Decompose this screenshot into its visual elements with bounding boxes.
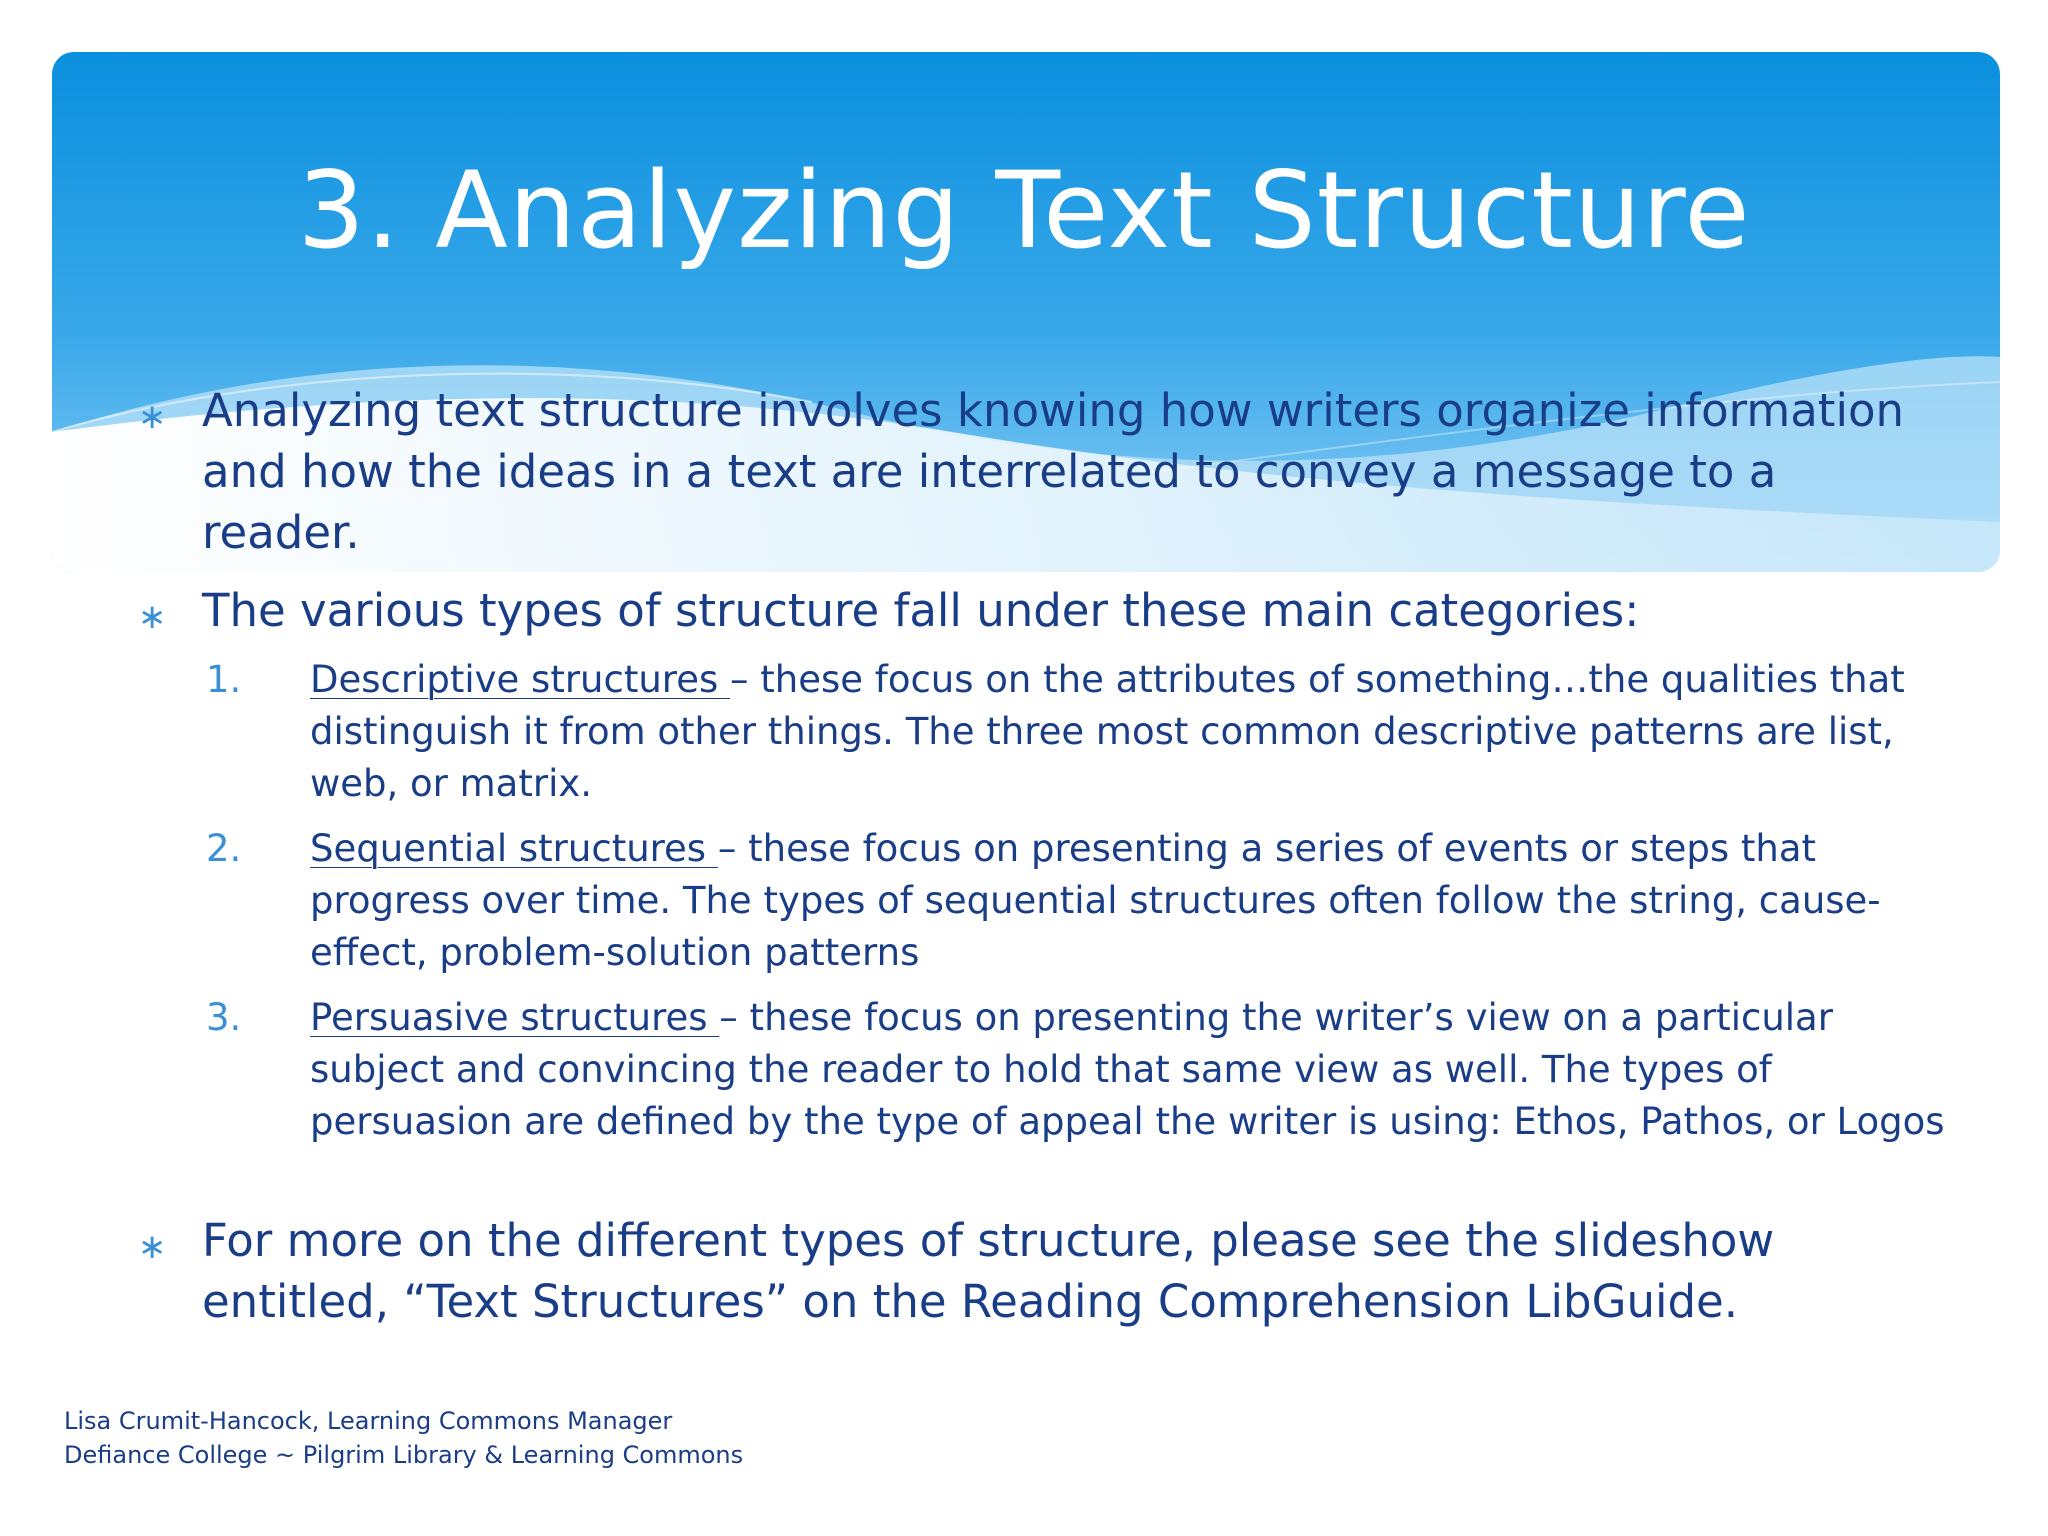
list-number: 1. — [206, 658, 242, 701]
list-item-text — [310, 654, 1950, 810]
list-item-description: – these focus on presenting a series of events or steps that progress over time. The types of sequential structures often follow the string, cause-effect, problem-solution patterns — [310, 827, 1881, 974]
list-item-text — [310, 992, 1950, 1148]
list-number: 2. — [206, 827, 242, 870]
asterisk-bullet-icon: ∗ — [138, 397, 167, 437]
list-item-description: – these focus on presenting the writer’s view on a particular subject and convincing the reader to hold that same view as well. The types of persuasion are defined by the type of appeal the writer is using: Ethos, Pathos, or Logos — [310, 996, 1945, 1143]
list-item-term: Descriptive structures — [310, 658, 731, 701]
footer — [64, 1404, 743, 1472]
bullet-text: Analyzing text structure involves knowing how writers organize information and how the ideas in a text are interrelated to convey a message to a reader. — [202, 384, 1905, 559]
bullet-text: For more on the different types of structure, please see the slideshow entitled, “Text Structures” on the Reading Comprehension LibGuide. — [202, 1214, 1775, 1328]
footer-institution: Defiance College ~ Pilgrim Library & Learning Commons — [64, 1441, 744, 1469]
asterisk-bullet-icon: ∗ — [138, 1227, 167, 1267]
list-item-text — [310, 823, 1950, 979]
footer-author: Lisa Crumit-Hancock, Learning Commons Manager — [64, 1407, 673, 1435]
slide-title: 3. Analyzing Text Structure — [297, 149, 1751, 272]
list-item-term: Persuasive structures — [310, 996, 720, 1039]
asterisk-bullet-icon: ∗ — [138, 597, 167, 637]
list-number: 3. — [206, 996, 242, 1039]
list-item-description: – these focus on the attributes of something…the qualities that distinguish it from other things. The three most common descriptive patterns are list, web, or matrix. — [310, 658, 1905, 805]
list-item-term: Sequential structures — [310, 827, 718, 870]
bullet-text: The various types of structure fall under these main categories: — [202, 584, 1640, 637]
